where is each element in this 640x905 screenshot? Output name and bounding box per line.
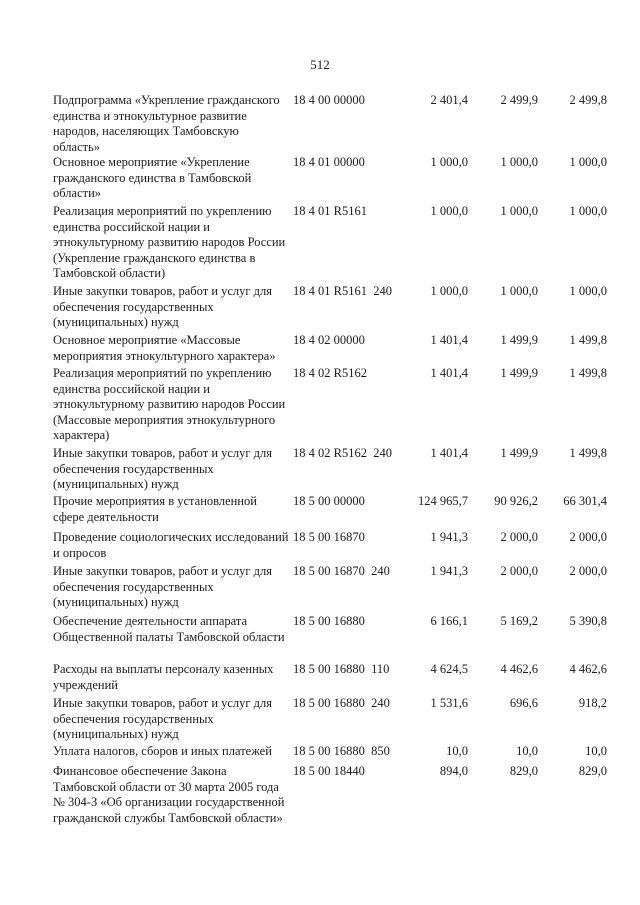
item-name: Реализация мероприятий по укреплению единства российской нации и этнокультурному развитию народов России (Массовые мероприятия этнокультурного характера) (53, 366, 286, 443)
value-col-2: 10,0 (516, 744, 538, 758)
item-code: 18 4 00 00000 (293, 93, 365, 107)
item-code: 18 4 01 00000 (293, 155, 365, 169)
item-code: 18 5 00 18440 (293, 764, 365, 778)
value-col-3: 66 301,4 (563, 494, 607, 508)
value-col-3: 1 000,0 (569, 284, 607, 298)
item-name: Основное мероприятие «Массовые мероприятия этнокультурного характера» (53, 333, 276, 363)
value-col-1: 4 624,5 (430, 662, 468, 676)
value-col-3: 1 000,0 (569, 155, 607, 169)
item-name: Основное мероприятие «Укрепление гражданского единства в Тамбовской области» (53, 155, 252, 201)
value-col-1: 1 941,3 (430, 530, 468, 544)
item-code: 18 5 00 00000 (293, 494, 365, 508)
item-code: 18 4 02 R5162 (293, 366, 367, 380)
value-col-1: 894,0 (439, 764, 468, 778)
page-number: 512 (310, 57, 330, 72)
item-name: Расходы на выплаты персоналу казенных учреждений (53, 662, 274, 692)
value-col-3: 1 499,8 (569, 366, 607, 380)
item-code: 18 5 00 16870 (293, 530, 365, 544)
value-col-1: 6 166,1 (430, 614, 468, 628)
value-col-2: 2 000,0 (500, 564, 538, 578)
value-col-3: 829,0 (578, 764, 607, 778)
item-name: Иные закупки товаров, работ и услуг для обеспечения государственных (муниципальных) нужд (53, 696, 273, 742)
value-col-1: 1 000,0 (430, 284, 468, 298)
value-col-2: 5 169,2 (500, 614, 538, 628)
item-code: 18 5 00 16880 (293, 614, 365, 628)
value-col-2: 696,6 (509, 696, 538, 710)
value-col-1: 1 401,4 (430, 446, 468, 460)
item-name: Иные закупки товаров, работ и услуг для обеспечения государственных (муниципальных) нужд (53, 564, 273, 610)
value-col-1: 1 531,6 (430, 696, 468, 710)
item-code: 18 5 00 16880 110 (293, 662, 390, 676)
value-col-2: 1 499,9 (500, 333, 538, 347)
value-col-2: 90 926,2 (494, 494, 538, 508)
value-col-2: 1 499,9 (500, 446, 538, 460)
value-col-2: 1 499,9 (500, 366, 538, 380)
item-code: 18 4 02 R5162 240 (293, 446, 392, 460)
value-col-3: 5 390,8 (569, 614, 607, 628)
item-name: Финансовое обеспечение Закона Тамбовской области от 30 марта 2005 года № 304-З «Об организации государственной гражданской службы Тамбовской области» (53, 764, 285, 825)
item-name: Обеспечение деятельности аппарата Общественной палаты Тамбовской области (53, 614, 285, 644)
value-col-1: 124 965,7 (418, 494, 468, 508)
value-col-3: 1 000,0 (569, 204, 607, 218)
item-code: 18 4 02 00000 (293, 333, 365, 347)
item-name: Проведение социологических исследований и опросов (53, 530, 289, 560)
item-name: Иные закупки товаров, работ и услуг для обеспечения государственных (муниципальных) нужд (53, 446, 273, 492)
value-col-2: 1 000,0 (500, 155, 538, 169)
value-col-3: 10,0 (585, 744, 607, 758)
value-col-3: 1 499,8 (569, 446, 607, 460)
value-col-1: 10,0 (446, 744, 468, 758)
item-code: 18 5 00 16880 850 (293, 744, 390, 758)
value-col-2: 829,0 (509, 764, 538, 778)
value-col-1: 1 401,4 (430, 333, 468, 347)
value-col-1: 1 000,0 (430, 204, 468, 218)
value-col-1: 1 941,3 (430, 564, 468, 578)
item-name: Уплата налогов, сборов и иных платежей (53, 744, 272, 758)
value-col-2: 2 000,0 (500, 530, 538, 544)
value-col-1: 2 401,4 (430, 93, 468, 107)
value-col-3: 918,2 (578, 696, 607, 710)
item-code: 18 5 00 16870 240 (293, 564, 390, 578)
item-name: Реализация мероприятий по укреплению единства российской нации и этнокультурному развитию народов России (Укрепление гражданского единства в Тамбовской области) (53, 204, 286, 281)
value-col-3: 2 000,0 (569, 530, 607, 544)
item-name: Подпрограмма «Укрепление гражданского единства и этнокультурное развитие народов, населяющих Тамбовскую область» (53, 93, 280, 154)
value-col-3: 2 000,0 (569, 564, 607, 578)
item-name: Иные закупки товаров, работ и услуг для обеспечения государственных (муниципальных) нужд (53, 284, 273, 330)
item-code: 18 4 01 R5161 240 (293, 284, 392, 298)
value-col-2: 1 000,0 (500, 204, 538, 218)
value-col-2: 2 499,9 (500, 93, 538, 107)
value-col-1: 1 000,0 (430, 155, 468, 169)
value-col-2: 1 000,0 (500, 284, 538, 298)
item-name: Прочие мероприятия в установленной сфере деятельности (53, 494, 257, 524)
item-code: 18 4 01 R5161 (293, 204, 367, 218)
value-col-1: 1 401,4 (430, 366, 468, 380)
value-col-3: 1 499,8 (569, 333, 607, 347)
value-col-2: 4 462,6 (500, 662, 538, 676)
value-col-3: 2 499,8 (569, 93, 607, 107)
item-code: 18 5 00 16880 240 (293, 696, 390, 710)
value-col-3: 4 462,6 (569, 662, 607, 676)
